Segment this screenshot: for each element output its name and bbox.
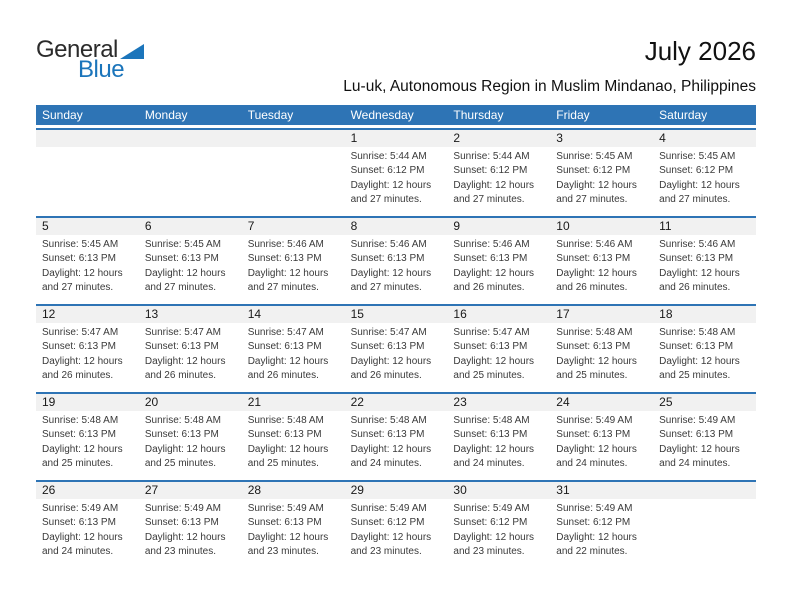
day-info-line: Daylight: 12 hours <box>42 443 123 455</box>
day-info <box>345 499 448 560</box>
day-info-line: and 24 minutes. <box>42 546 114 558</box>
day-info-line: and 27 minutes. <box>144 282 217 294</box>
day-info <box>550 235 653 296</box>
day-info <box>36 499 139 560</box>
day-cell-23 <box>447 394 550 480</box>
day-info-line: Sunrise: 5:46 AM <box>453 239 530 250</box>
day-info-line: and 27 minutes. <box>350 194 422 206</box>
day-number: 22 <box>345 394 448 411</box>
day-info-line: and 27 minutes. <box>453 194 525 206</box>
day-info-line: Sunrise: 5:49 AM <box>453 503 530 514</box>
day-number: 8 <box>345 218 448 235</box>
day-info <box>447 235 550 296</box>
day-info-line: Sunset: 6:13 PM <box>350 253 425 265</box>
day-info-line: Sunrise: 5:49 AM <box>556 503 633 514</box>
day-number <box>242 130 345 147</box>
day-number <box>653 482 756 499</box>
page-title: July 2026 <box>644 36 756 66</box>
weekday-header-friday: Friday <box>556 108 590 122</box>
day-info-line: Daylight: 12 hours <box>42 267 123 279</box>
day-info-line: Daylight: 12 hours <box>247 267 329 279</box>
day-cell-28 <box>242 482 345 568</box>
day-cell-29 <box>345 482 448 568</box>
day-info-line: Sunset: 6:13 PM <box>247 517 322 529</box>
day-info-line: Sunrise: 5:45 AM <box>144 239 221 250</box>
day-number: 25 <box>653 394 756 411</box>
day-info <box>139 499 242 560</box>
day-info <box>36 411 139 472</box>
day-info-line: Daylight: 12 hours <box>453 267 535 279</box>
day-info-line: Sunset: 6:13 PM <box>247 341 322 353</box>
day-cell-22 <box>345 394 448 480</box>
day-number: 14 <box>242 306 345 323</box>
day-number: 9 <box>447 218 550 235</box>
day-number: 16 <box>447 306 550 323</box>
day-cell-31 <box>550 482 653 568</box>
day-cell-18 <box>653 306 756 392</box>
day-info-line: Sunset: 6:13 PM <box>659 253 734 265</box>
day-info-line: and 26 minutes. <box>247 370 319 382</box>
day-info-line: and 27 minutes. <box>659 194 731 206</box>
general-blue-logo <box>36 38 144 82</box>
day-number: 15 <box>345 306 448 323</box>
day-info-line: and 23 minutes. <box>247 546 319 558</box>
day-info-line: Daylight: 12 hours <box>247 443 329 455</box>
day-info-line: and 26 minutes. <box>556 282 628 294</box>
day-number: 6 <box>139 218 242 235</box>
day-number: 12 <box>36 306 139 323</box>
day-info-line: and 25 minutes. <box>556 370 628 382</box>
day-info-line: Sunset: 6:13 PM <box>42 429 116 441</box>
day-info-line: Sunrise: 5:48 AM <box>453 415 530 426</box>
day-info <box>447 499 550 560</box>
logo-text-general: General <box>36 36 118 63</box>
day-number: 11 <box>653 218 756 235</box>
day-cell-20 <box>139 394 242 480</box>
day-info-line: Sunrise: 5:46 AM <box>247 239 324 250</box>
day-cell-14 <box>242 306 345 392</box>
day-info <box>653 235 756 296</box>
day-info-line: and 26 minutes. <box>144 370 217 382</box>
day-info-line: Sunrise: 5:48 AM <box>556 327 633 338</box>
weekday-header-row <box>36 105 756 125</box>
day-info-line: Sunset: 6:13 PM <box>247 253 322 265</box>
weekday-header-sunday: Sunday <box>42 108 83 122</box>
day-info-line: Daylight: 12 hours <box>556 355 637 367</box>
day-number: 29 <box>345 482 448 499</box>
day-info-line: Sunset: 6:13 PM <box>659 429 734 441</box>
day-info-line: and 23 minutes. <box>144 546 217 558</box>
day-number: 24 <box>550 394 653 411</box>
day-info-line: Daylight: 12 hours <box>453 531 535 543</box>
day-cell-1 <box>345 130 448 216</box>
day-info-line: and 24 minutes. <box>453 458 525 470</box>
day-info-line: Sunset: 6:12 PM <box>556 165 631 177</box>
day-info-line: Sunrise: 5:47 AM <box>453 327 530 338</box>
day-info-line: Sunset: 6:12 PM <box>350 165 425 177</box>
day-info-line: Sunset: 6:12 PM <box>453 165 528 177</box>
day-info-line: Daylight: 12 hours <box>350 531 432 543</box>
day-info-line: Sunset: 6:13 PM <box>453 429 528 441</box>
day-info-line: and 25 minutes. <box>247 458 319 470</box>
day-info-line: Sunrise: 5:45 AM <box>659 151 736 162</box>
day-info-line: Sunset: 6:13 PM <box>556 429 631 441</box>
day-info-line: Daylight: 12 hours <box>42 355 123 367</box>
day-info-line: and 27 minutes. <box>247 282 319 294</box>
day-info-line: Daylight: 12 hours <box>350 355 432 367</box>
day-info-line: Sunset: 6:13 PM <box>659 341 734 353</box>
day-info <box>36 323 139 384</box>
day-info-line: and 27 minutes. <box>556 194 628 206</box>
day-number: 3 <box>550 130 653 147</box>
day-number: 28 <box>242 482 345 499</box>
day-info-line: Daylight: 12 hours <box>144 267 226 279</box>
day-info-line: Sunrise: 5:46 AM <box>350 239 427 250</box>
day-info <box>447 411 550 472</box>
day-cell-26 <box>36 482 139 568</box>
day-info <box>447 147 550 208</box>
day-info-line: and 25 minutes. <box>659 370 731 382</box>
day-cell-25 <box>653 394 756 480</box>
day-cell-27 <box>139 482 242 568</box>
day-info-line: and 27 minutes. <box>350 282 422 294</box>
day-info-line: Daylight: 12 hours <box>453 443 535 455</box>
day-cell-4 <box>653 130 756 216</box>
day-info-line: Sunrise: 5:48 AM <box>144 415 221 426</box>
day-info <box>139 235 242 296</box>
day-info-line: Sunrise: 5:46 AM <box>556 239 633 250</box>
day-info-line: Sunset: 6:13 PM <box>144 429 219 441</box>
day-info-line: Sunset: 6:13 PM <box>247 429 322 441</box>
day-info-line: Sunset: 6:13 PM <box>42 341 116 353</box>
day-info-line: Sunrise: 5:49 AM <box>350 503 427 514</box>
day-info-line: and 25 minutes. <box>144 458 217 470</box>
day-info-line: Sunrise: 5:49 AM <box>556 415 633 426</box>
day-info-line: Sunrise: 5:47 AM <box>350 327 427 338</box>
day-info-line: Sunset: 6:13 PM <box>144 517 219 529</box>
day-info-line: Sunrise: 5:48 AM <box>350 415 427 426</box>
day-info-line: and 23 minutes. <box>453 546 525 558</box>
day-info <box>653 411 756 472</box>
day-info <box>242 411 345 472</box>
day-info-line: Daylight: 12 hours <box>350 179 432 191</box>
day-info <box>653 147 756 208</box>
day-cell-empty <box>36 130 139 216</box>
day-info-line: Daylight: 12 hours <box>144 531 226 543</box>
weekday-header-thursday: Thursday <box>453 108 504 122</box>
day-info <box>550 411 653 472</box>
day-info-line: Sunset: 6:13 PM <box>42 253 116 265</box>
day-number: 18 <box>653 306 756 323</box>
day-info <box>447 323 550 384</box>
day-cell-7 <box>242 218 345 304</box>
day-info-line: Sunset: 6:13 PM <box>453 253 528 265</box>
day-number: 19 <box>36 394 139 411</box>
day-info-line: Sunrise: 5:49 AM <box>659 415 736 426</box>
weekday-header-saturday: Saturday <box>659 108 708 122</box>
day-cell-6 <box>139 218 242 304</box>
day-info-line: Sunrise: 5:49 AM <box>144 503 221 514</box>
day-info-line: Sunset: 6:13 PM <box>556 253 631 265</box>
day-info-line: and 26 minutes. <box>659 282 731 294</box>
day-info <box>139 411 242 472</box>
day-info <box>242 235 345 296</box>
day-info-line: and 26 minutes. <box>42 370 114 382</box>
day-info <box>550 499 653 560</box>
day-info-line: Sunrise: 5:49 AM <box>247 503 324 514</box>
day-cell-3 <box>550 130 653 216</box>
day-info-line: Sunset: 6:13 PM <box>350 341 425 353</box>
day-cell-5 <box>36 218 139 304</box>
day-info <box>345 323 448 384</box>
day-info-line: and 26 minutes. <box>453 282 525 294</box>
day-info-line: Sunrise: 5:49 AM <box>42 503 119 514</box>
day-cell-empty <box>653 482 756 568</box>
calendar-week-row <box>36 304 756 392</box>
day-info-line: Sunrise: 5:45 AM <box>556 151 633 162</box>
day-cell-21 <box>242 394 345 480</box>
day-info-line: Sunset: 6:12 PM <box>350 517 425 529</box>
day-info <box>653 323 756 384</box>
day-cell-19 <box>36 394 139 480</box>
day-cell-30 <box>447 482 550 568</box>
day-info-line: Daylight: 12 hours <box>42 531 123 543</box>
day-info <box>345 411 448 472</box>
day-info-line: Daylight: 12 hours <box>556 267 637 279</box>
day-info-line: Daylight: 12 hours <box>453 179 535 191</box>
day-cell-empty <box>242 130 345 216</box>
day-info-line: Sunrise: 5:48 AM <box>659 327 736 338</box>
day-info-line: Sunset: 6:13 PM <box>144 341 219 353</box>
day-cell-13 <box>139 306 242 392</box>
location-subtitle: Lu-uk, Autonomous Region in Muslim Mindanao, Philippines <box>343 78 756 95</box>
day-info-line: Sunrise: 5:47 AM <box>144 327 221 338</box>
day-number: 7 <box>242 218 345 235</box>
day-info-line: Daylight: 12 hours <box>556 531 637 543</box>
day-info-line: Sunset: 6:13 PM <box>144 253 219 265</box>
day-info-line: Sunset: 6:12 PM <box>556 517 631 529</box>
day-info-line: and 25 minutes. <box>453 370 525 382</box>
day-number: 13 <box>139 306 242 323</box>
day-cell-11 <box>653 218 756 304</box>
day-info-line: Sunrise: 5:45 AM <box>42 239 119 250</box>
weekday-header-monday: Monday <box>144 108 188 122</box>
day-info <box>345 235 448 296</box>
day-info-line: Daylight: 12 hours <box>556 179 637 191</box>
day-number: 27 <box>139 482 242 499</box>
day-cell-10 <box>550 218 653 304</box>
day-info-line: Sunrise: 5:47 AM <box>42 327 119 338</box>
day-number: 21 <box>242 394 345 411</box>
day-number: 30 <box>447 482 550 499</box>
day-cell-empty <box>139 130 242 216</box>
day-cell-12 <box>36 306 139 392</box>
day-info-line: Sunrise: 5:47 AM <box>247 327 324 338</box>
day-info-line: Daylight: 12 hours <box>659 267 740 279</box>
day-info-line: and 22 minutes. <box>556 546 628 558</box>
day-info-line: Daylight: 12 hours <box>350 267 432 279</box>
day-info-line: Daylight: 12 hours <box>144 443 226 455</box>
day-number: 20 <box>139 394 242 411</box>
calendar-week-row <box>36 480 756 568</box>
calendar-table <box>36 105 756 568</box>
calendar-week-row <box>36 216 756 304</box>
day-info-line: and 23 minutes. <box>350 546 422 558</box>
day-info <box>139 323 242 384</box>
day-cell-24 <box>550 394 653 480</box>
day-info-line: Daylight: 12 hours <box>659 179 740 191</box>
day-cell-9 <box>447 218 550 304</box>
day-info-line: Sunrise: 5:48 AM <box>42 415 119 426</box>
day-info <box>242 499 345 560</box>
day-info-line: Sunrise: 5:44 AM <box>350 151 427 162</box>
day-number: 2 <box>447 130 550 147</box>
day-info-line: Daylight: 12 hours <box>350 443 432 455</box>
day-info <box>550 147 653 208</box>
day-number: 1 <box>345 130 448 147</box>
day-info-line: Sunset: 6:12 PM <box>453 517 528 529</box>
day-info-line: and 25 minutes. <box>42 458 114 470</box>
calendar-grid <box>36 128 756 568</box>
calendar-week-row <box>36 128 756 216</box>
day-number <box>139 130 242 147</box>
day-info-line: and 26 minutes. <box>350 370 422 382</box>
day-info <box>345 147 448 208</box>
weekday-header-tuesday: Tuesday <box>247 108 294 122</box>
day-info-line: and 24 minutes. <box>350 458 422 470</box>
day-info-line: and 27 minutes. <box>42 282 114 294</box>
logo-text-blue: Blue <box>78 56 125 83</box>
day-info-line: Sunrise: 5:48 AM <box>247 415 324 426</box>
weekday-header-wednesday: Wednesday <box>350 108 414 122</box>
day-info-line: Daylight: 12 hours <box>453 355 535 367</box>
day-info-line: and 24 minutes. <box>659 458 731 470</box>
day-number <box>36 130 139 147</box>
day-cell-8 <box>345 218 448 304</box>
calendar-week-row <box>36 392 756 480</box>
day-info-line: Sunset: 6:13 PM <box>556 341 631 353</box>
day-info-line: Daylight: 12 hours <box>659 443 740 455</box>
day-info-line: Sunset: 6:13 PM <box>350 429 425 441</box>
day-info-line: Sunrise: 5:46 AM <box>659 239 736 250</box>
day-info-line: Daylight: 12 hours <box>247 355 329 367</box>
day-cell-15 <box>345 306 448 392</box>
day-info-line: Sunrise: 5:44 AM <box>453 151 530 162</box>
day-info-line: Daylight: 12 hours <box>247 531 329 543</box>
day-number: 26 <box>36 482 139 499</box>
day-cell-17 <box>550 306 653 392</box>
day-info <box>36 235 139 296</box>
day-info-line: Daylight: 12 hours <box>556 443 637 455</box>
day-info-line: Sunset: 6:13 PM <box>453 341 528 353</box>
day-number: 23 <box>447 394 550 411</box>
day-cell-16 <box>447 306 550 392</box>
day-number: 10 <box>550 218 653 235</box>
day-info-line: Sunset: 6:13 PM <box>42 517 116 529</box>
day-info <box>242 323 345 384</box>
day-info-line: and 24 minutes. <box>556 458 628 470</box>
day-number: 31 <box>550 482 653 499</box>
day-number: 17 <box>550 306 653 323</box>
day-number: 4 <box>653 130 756 147</box>
day-cell-2 <box>447 130 550 216</box>
day-info-line: Sunset: 6:12 PM <box>659 165 734 177</box>
day-info-line: Daylight: 12 hours <box>659 355 740 367</box>
day-info-line: Daylight: 12 hours <box>144 355 226 367</box>
day-number: 5 <box>36 218 139 235</box>
day-info <box>550 323 653 384</box>
